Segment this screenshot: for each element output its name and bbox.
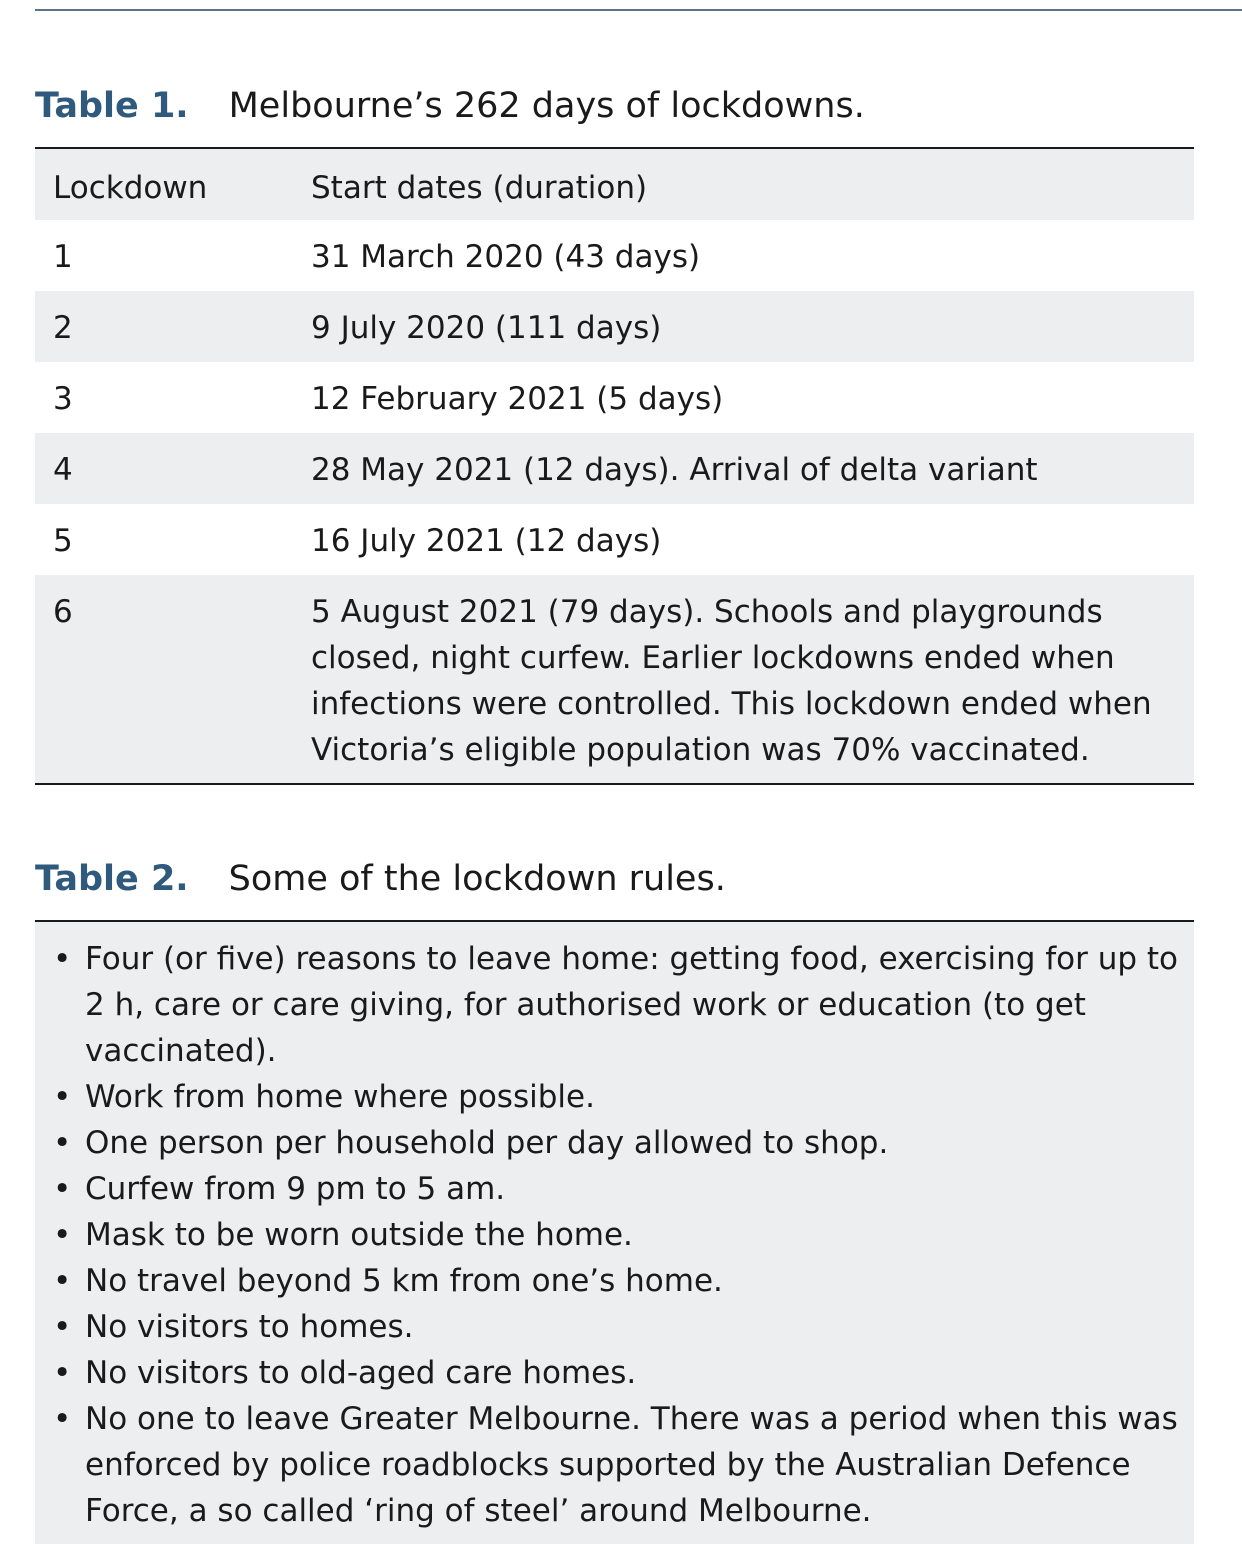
rule-text: Four (or five) reasons to leave home: getting food, exercising for up to 2 h, care or care giving, for authorised work or education (to get vaccinated). (85, 941, 1179, 1069)
list-item (35, 1212, 1194, 1258)
header-start-dates: Start dates (duration) (311, 170, 648, 206)
table2-title: Some of the lockdown rules. (228, 859, 726, 899)
rule-text: Mask to be worn outside the home. (85, 1217, 633, 1253)
rules-list (35, 936, 1194, 1534)
bullet: • (53, 1217, 72, 1253)
table-row (35, 362, 1194, 433)
lockdown-start: 31 March 2020 (43 days) (311, 239, 701, 275)
table-row (35, 433, 1194, 504)
table1-caption (35, 84, 865, 128)
rule-text: Work from home where possible. (85, 1079, 595, 1115)
lockdown-number: 2 (53, 310, 73, 346)
list-item (35, 1258, 1194, 1304)
list-item (35, 1120, 1194, 1166)
bullet: • (53, 1125, 72, 1161)
table-row (35, 504, 1194, 575)
bullet: • (53, 941, 72, 977)
lockdown-number: 4 (53, 452, 73, 488)
table-row (35, 220, 1194, 291)
rule-text: No one to leave Greater Melbourne. There was a period when this was enforced by police roadblocks supported by the Australian Defence Force, a so called ‘ring of steel’ around Melbourne. (85, 1401, 1178, 1529)
bullet: • (53, 1171, 72, 1207)
lockdown-start: 5 August 2021 (79 days). Schools and playgrounds closed, night curfew. Earlier lockdowns ended when infections were controlled. This lockdown ended when Victoria’s eligible population was 70% vaccinated. (311, 594, 1152, 768)
lockdown-number: 5 (53, 523, 73, 559)
table1-label: Table 1. (35, 86, 189, 126)
bullet: • (53, 1263, 72, 1299)
rule-text: No visitors to homes. (85, 1309, 414, 1345)
list-item (35, 1304, 1194, 1350)
bullet: • (53, 1079, 72, 1115)
header-lockdown: Lockdown (53, 170, 208, 206)
lockdown-start: 12 February 2021 (5 days) (311, 381, 724, 417)
table-row (35, 291, 1194, 362)
lockdown-number: 1 (53, 239, 73, 275)
rule-text: Curfew from 9 pm to 5 am. (85, 1171, 506, 1207)
lockdown-start: 28 May 2021 (12 days). Arrival of delta variant (311, 452, 1038, 488)
bullet: • (53, 1401, 72, 1437)
list-item (35, 936, 1194, 1074)
list-item (35, 1350, 1194, 1396)
table1-title: Melbourne’s 262 days of lockdowns. (228, 86, 865, 126)
lockdown-table (35, 147, 1194, 785)
rule-text: No travel beyond 5 km from one’s home. (85, 1263, 723, 1299)
lockdown-number: 3 (53, 381, 73, 417)
list-item (35, 1166, 1194, 1212)
rule-text: One person per household per day allowed to shop. (85, 1125, 889, 1161)
bullet: • (53, 1309, 72, 1345)
lockdown-start: 9 July 2020 (111 days) (311, 310, 662, 346)
list-item (35, 1074, 1194, 1120)
table-row (35, 575, 1194, 783)
lockdown-start: 16 July 2021 (12 days) (311, 523, 662, 559)
bullet: • (53, 1355, 72, 1391)
table2-label: Table 2. (35, 859, 189, 899)
table1-header-row (35, 149, 1194, 220)
top-rule (35, 9, 1242, 11)
lockdown-number: 6 (53, 594, 73, 630)
lockdown-rules-table (35, 920, 1194, 1544)
rule-text: No visitors to old-aged care homes. (85, 1355, 637, 1391)
list-item (35, 1396, 1194, 1534)
table2-caption (35, 857, 726, 901)
